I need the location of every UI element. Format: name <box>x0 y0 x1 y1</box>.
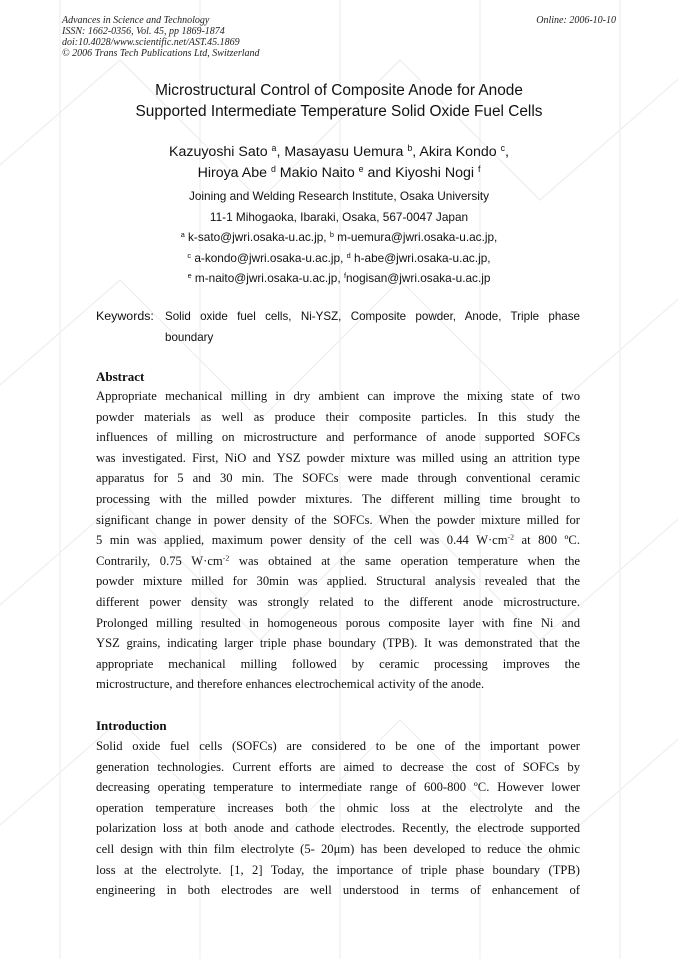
text-line: powder mixture milled for 30min was applied. Structural analysis revealed that the <box>96 574 580 589</box>
text-line: polarization loss at both anode and cathode electrodes. Recently, the electrode supported <box>96 821 580 836</box>
text-line: generation technologies. Current efforts are aimed to decrease the cost of SOFCs by <box>96 759 580 774</box>
text-line: different power density was strongly related to the different anode microstructure. <box>96 594 580 609</box>
author-name: Masayasu Uemura <box>284 144 404 160</box>
address: 11-1 Mihogaoka, Ibaraki, Osaka, 567-0047 Japan <box>209 209 469 224</box>
title-line-2: Supported Intermediate Temperature Solid Oxide Fuel Cells <box>135 103 543 120</box>
text-line: Appropriate mechanical milling in dry ambient can improve the mixing state of two <box>96 389 580 403</box>
text-line: decreasing operating temperature to intermediate range of 600-800 ºC. However lower <box>96 780 580 795</box>
author-name: Makio Naito <box>279 165 355 181</box>
email-line-3: $^e$ m-naito@jwri.osaka-u.ac.jp, $^f$nogisan@jwri.osaka-u.ac.jp <box>187 270 491 285</box>
author-name: Akira Kondo <box>419 144 497 160</box>
text-line: apparatus for 5 and 30 min. The SOFCs were made through conventional ceramic <box>96 471 580 486</box>
email-link[interactable]: m-uemura@jwri.osaka-u.ac.jp, <box>337 230 498 244</box>
author-name: Hiroya Abe <box>197 165 267 181</box>
email-link[interactable]: k-sato@jwri.osaka-u.ac.jp, <box>188 230 327 244</box>
keywords-label: Keywords: <box>96 309 154 323</box>
text-line: Solid oxide fuel cells (SOFCs) are considered to be one of the important power <box>96 739 580 753</box>
text-line: microstructure, and therefore enhances electrochemical activity of the anode. <box>96 677 485 692</box>
authors-line-2: Hiroya Abe $^d$ Makio Naito $^e$ and Kiyoshi Nogi $^f$ <box>197 164 481 181</box>
email-link[interactable]: m-naito@jwri.osaka-u.ac.jp, <box>194 271 341 285</box>
text-line: appropriate mechanical milling followed by ceramic processing improves the <box>96 656 580 671</box>
text-line: powder materials as well as produce their composite particles. In this study the <box>96 409 580 424</box>
copyright: © 2006 Trans Tech Publications Ltd, Switzerland <box>62 48 260 59</box>
email-line-1: $^a$ k-sato@jwri.osaka-u.ac.jp, $^b$ m-uemura@jwri.osaka-u.ac.jp, <box>180 229 498 244</box>
text-line: processing with the milled powder mixtures. The different milling time brought to <box>96 491 580 506</box>
text-line: 5 min was applied, maximum power density of the cell was 0.44 $W\cdot cm^{-2}$ at 800 ºC. <box>96 532 580 548</box>
text-line: Contrarily, 0.75 $W\cdot cm^{-2}$ was obtained at the same operation temperature when the <box>96 553 580 568</box>
text-line: loss at the electrolyte. [1, 2] Today, the importance of triple phase boundary (TPB) <box>96 862 580 877</box>
author-name: Kiyoshi Nogi <box>395 165 474 181</box>
issn: ISSN: 1662-0356, Vol. 45, pp 1869-1874 <box>62 26 225 37</box>
abstract-heading: Abstract <box>96 369 145 384</box>
introduction-heading: Introduction <box>96 718 167 733</box>
text-line: influences of milling on microstructure and performance of anode supported SOFCs <box>96 430 580 445</box>
text-line: YSZ grains, indicating larger triple phase boundary (TPB). It was demonstrated that the <box>96 636 580 651</box>
email-line-2: $^c$ a-kondo@jwri.osaka-u.ac.jp, $^d$ h-abe@jwri.osaka-u.ac.jp, <box>187 250 491 265</box>
text-line: cell design with thin film electrolyte (5- 20μm) has been developed to reduce the ohmic <box>96 841 580 856</box>
affiliation <box>62 186 616 289</box>
email-link[interactable]: nogisan@jwri.osaka-u.ac.jp <box>345 271 491 285</box>
text-line: engineering in both electrodes are well understood in terms of enhancement of <box>96 883 580 898</box>
text-line: operation temperature increases both the ohmic loss at the electrolyte and the <box>96 800 580 815</box>
author-name: Kazuyoshi Sato <box>169 144 268 160</box>
text-line: significant change in power density of the SOFCs. When the powder mixture milled for <box>96 512 580 527</box>
paper-title <box>62 80 616 122</box>
email-link[interactable]: h-abe@jwri.osaka-u.ac.jp, <box>354 250 491 265</box>
doi: doi:10.4028/www.scientific.net/AST.45.1869 <box>62 37 240 48</box>
page-header <box>62 15 616 59</box>
journal-name: Advances in Science and Technology <box>62 15 210 26</box>
online-date: Online: 2006-10-10 <box>536 15 616 26</box>
abstract-body <box>96 386 580 695</box>
text-line: Prolonged milling resulted in homogeneous porous composite layer with fine Ni and <box>96 615 580 630</box>
author-list <box>62 142 616 184</box>
authors-line-1: Kazuyoshi Sato $^a$, Masayasu Uemura $^b$, Akira Kondo $^c$, <box>169 143 509 160</box>
email-link[interactable]: a-kondo@jwri.osaka-u.ac.jp, <box>194 250 344 265</box>
title-line-1: Microstructural Control of Composite Anode for Anode <box>155 82 523 99</box>
introduction-body <box>96 736 580 901</box>
text-line: was investigated. First, NiO and YSZ powder mixture was milled using an attrition type <box>96 450 580 465</box>
keywords <box>96 306 580 344</box>
keywords-text: Solid oxide fuel cells, Ni-YSZ, Composite powder, Anode, Triple phase boundary <box>165 310 580 344</box>
institute: Joining and Welding Research Institute, Osaka University <box>188 189 490 203</box>
